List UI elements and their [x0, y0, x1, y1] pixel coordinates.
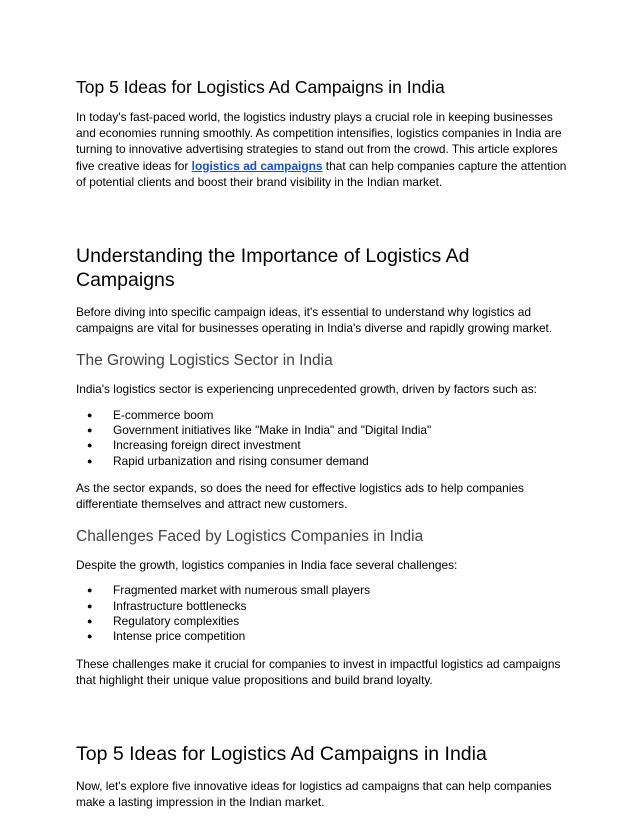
list-item	[87, 438, 568, 453]
challenges-closing-paragraph: These challenges make it crucial for companies to invest in impactful logistics ad campaigns that highlight their unique value propositions and build brand loyalty.	[76, 656, 561, 687]
growing-paragraph: India's logistics sector is experiencing unprecedented growth, driven by factors such as:	[76, 382, 537, 397]
heading-importance: Understanding the Importance of Logistics Ad Campaigns	[76, 245, 470, 292]
list-item-text: Government initiatives like "Make in India" and "Digital India"	[113, 422, 432, 437]
growth-factors-list	[76, 408, 568, 469]
list-item	[87, 583, 568, 598]
bullet-icon: ●	[87, 616, 93, 627]
challenges-paragraph: Despite the growth, logistics companies in India face several challenges:	[76, 558, 458, 573]
intro-text-after: that can help companies capture the attention of potential clients and boost their brand visibility in the Indian market.	[76, 158, 567, 189]
list-item-text: Rapid urbanization and rising consumer demand	[113, 453, 369, 468]
logistics-ad-campaigns-link[interactable]: logistics ad campaigns	[191, 158, 323, 173]
list-item	[87, 407, 568, 423]
list-item-text: Intense price competition	[113, 629, 246, 644]
document-content	[76, 76, 568, 810]
bullet-icon: ●	[87, 424, 93, 435]
bullet-icon: ●	[87, 600, 93, 611]
importance-paragraph: Before diving into specific campaign ideas, it's essential to understand why logistics ad campaigns are vital for businesses operating in India's diverse and rapidly growing market.	[76, 305, 553, 336]
intro-paragraph	[76, 109, 568, 190]
list-item	[87, 629, 568, 644]
challenges-list	[76, 583, 568, 644]
heading-top5-ideas: Top 5 Ideas for Logistics Ad Campaigns in India	[76, 743, 487, 766]
top5-paragraph: Now, let's explore five innovative ideas for logistics ad campaigns that can help companies make a lasting impression in the Indian market.	[76, 779, 552, 810]
heading-growing-sector: The Growing Logistics Sector in India	[76, 352, 333, 370]
bullet-icon: ●	[87, 440, 93, 451]
bullet-icon: ●	[87, 585, 93, 596]
list-item	[87, 422, 568, 438]
growing-closing-paragraph: As the sector expands, so does the need for effective logistics ads to help companies differentiate themselves and attract new customers.	[76, 480, 524, 512]
list-item-text: Fragmented market with numerous small players	[113, 583, 371, 598]
list-item	[87, 598, 568, 614]
list-item	[87, 453, 568, 469]
list-item-text: Increasing foreign direct investment	[113, 438, 301, 453]
list-item-text: Regulatory complexities	[113, 614, 240, 629]
heading-challenges: Challenges Faced by Logistics Companies in India	[76, 528, 424, 546]
intro-text-before: In today's fast-paced world, the logistics industry plays a crucial role in keeping businesses and economies running smoothly. As competition intensifies, logistics companies in India are turning to innovative advertising strategies to stand out from the crowd. This article explores five creative ideas for	[76, 110, 562, 173]
list-item-text: E-commerce boom	[113, 407, 214, 422]
list-item	[87, 614, 568, 629]
list-item-text: Infrastructure bottlenecks	[113, 598, 247, 613]
document-title: Top 5 Ideas for Logistics Ad Campaigns in India	[76, 77, 445, 97]
bullet-icon: ●	[87, 409, 93, 420]
bullet-icon: ●	[87, 631, 93, 642]
bullet-icon: ●	[87, 455, 93, 466]
